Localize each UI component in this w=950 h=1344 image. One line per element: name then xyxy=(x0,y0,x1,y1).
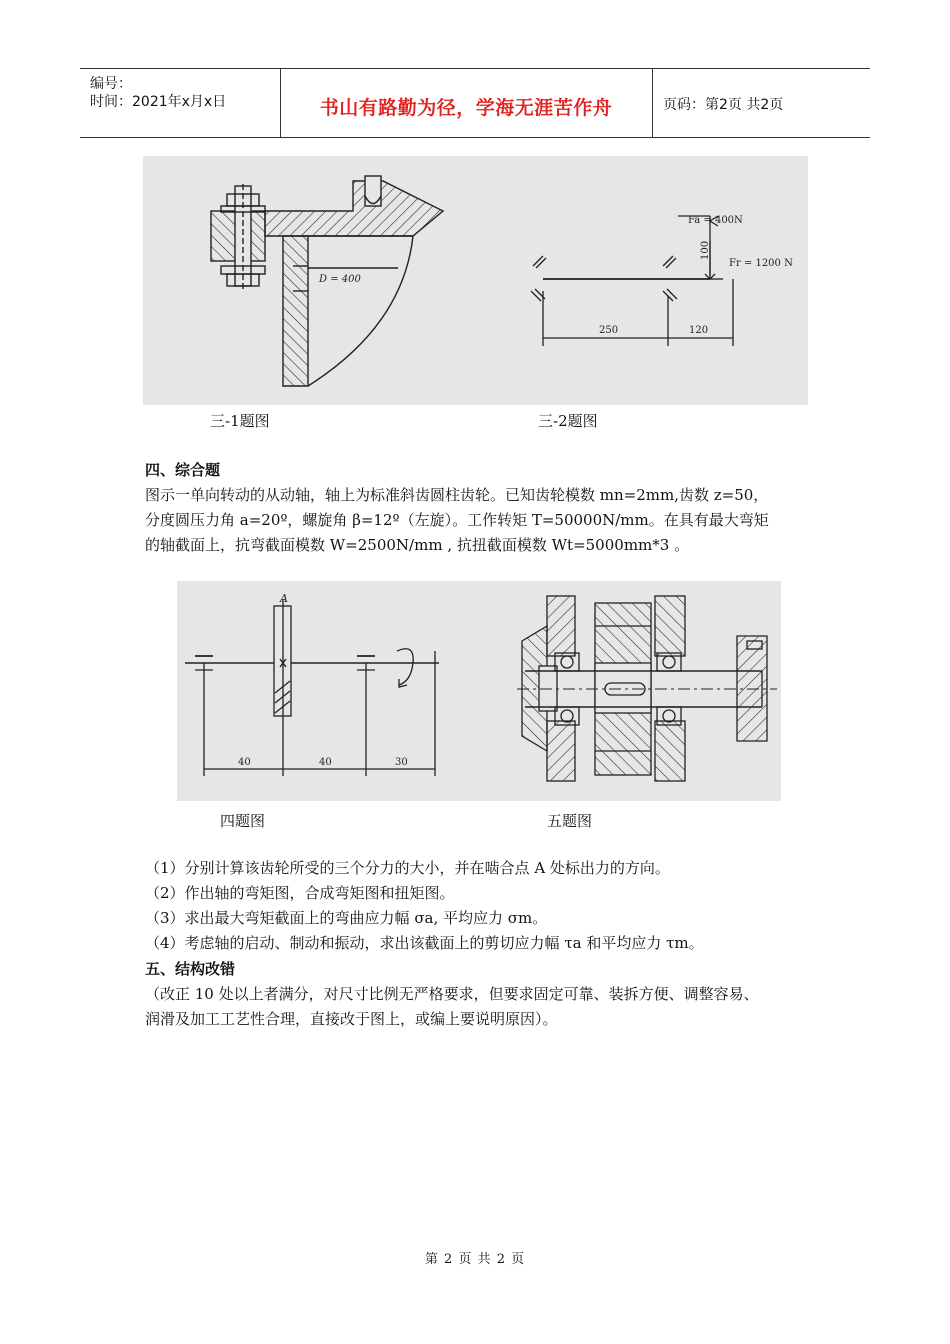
dim-40a-label: 40 xyxy=(238,757,251,768)
section-5-heading: 五、结构改错 xyxy=(145,960,236,978)
page-footer: 第 2 页 共 2 页 xyxy=(424,1252,526,1267)
caption-fig-3-2: 三-2题图 xyxy=(538,412,598,430)
figure-4-drawing xyxy=(185,599,439,776)
time-label: 时间：2021年x月x日 xyxy=(90,94,227,110)
header-motto-cell xyxy=(280,69,653,137)
section-5-line-1: （改正 10 处以上者满分，对尺寸比例无严格要求，但要求固定可靠、装拆方便、调整容易、 xyxy=(145,985,759,1003)
motto: 书山有路勤为径，学海无涯苦作舟 xyxy=(319,97,613,119)
section-4-line-1: 图示一单向转动的从动轴，轴上为标准斜齿圆柱齿轮。已知齿轮模数 mn=2mm,齿数 z=50， xyxy=(145,486,769,504)
section-4-line-3: 的轴截面上，抗弯截面模数 W=2500N/mm , 抗扭截面模数 Wt=5000mm*3 。 xyxy=(145,536,690,554)
question-1: （1）分别计算该齿轮所受的三个分力的大小，并在啮合点 A 处标出力的方向。 xyxy=(145,859,670,877)
dim-D-label: D = 400 xyxy=(319,274,361,285)
header-page-cell xyxy=(653,69,870,137)
dim-40b-label: 40 xyxy=(319,757,332,768)
header-table xyxy=(80,68,870,138)
caption-fig-5: 五题图 xyxy=(547,812,593,830)
figure-3-scan xyxy=(143,156,808,405)
figure-4-5-drawing xyxy=(177,581,781,801)
question-4: （4）考虑轴的启动、制动和振动，求出该截面上的剪切应力幅 τa 和平均应力 τm。 xyxy=(145,934,704,952)
section-4-heading: 四、综合题 xyxy=(145,461,221,479)
point-A-label: A xyxy=(280,592,288,605)
question-2: （2）作出轴的弯矩图，合成弯矩图和扭矩图。 xyxy=(145,884,455,902)
section-4-line-2: 分度圆压力角 a=20º，螺旋角 β=12º（左旋）。工作转矩 T=50000N/mm。在具有最大弯矩 xyxy=(145,511,769,529)
caption-fig-3-1: 三-1题图 xyxy=(210,412,270,430)
dim-250-label: 250 xyxy=(599,325,619,336)
dim-30-label: 30 xyxy=(395,757,408,768)
figure-4-5-scan xyxy=(177,581,781,801)
page-label: 页码：第2页 共2页 xyxy=(663,97,784,113)
figure-3-drawing xyxy=(143,156,808,405)
dim-120-label: 120 xyxy=(689,325,709,336)
section-5-line-2: 润滑及加工工艺性合理，直接改于图上，或编上要说明原因）。 xyxy=(145,1010,558,1028)
caption-fig-4: 四题图 xyxy=(220,812,266,830)
dim-100-label: 100 xyxy=(700,240,711,260)
Fa-label: Fa = 400N xyxy=(688,215,743,226)
serial-label: 编号： xyxy=(90,76,132,92)
header-info-cell xyxy=(80,69,281,137)
question-3: （3）求出最大弯矩截面上的弯曲应力幅 σa, 平均应力 σm。 xyxy=(145,909,548,927)
Fr-label: Fr = 1200 N xyxy=(729,258,793,269)
figure-5-drawing xyxy=(517,596,777,781)
